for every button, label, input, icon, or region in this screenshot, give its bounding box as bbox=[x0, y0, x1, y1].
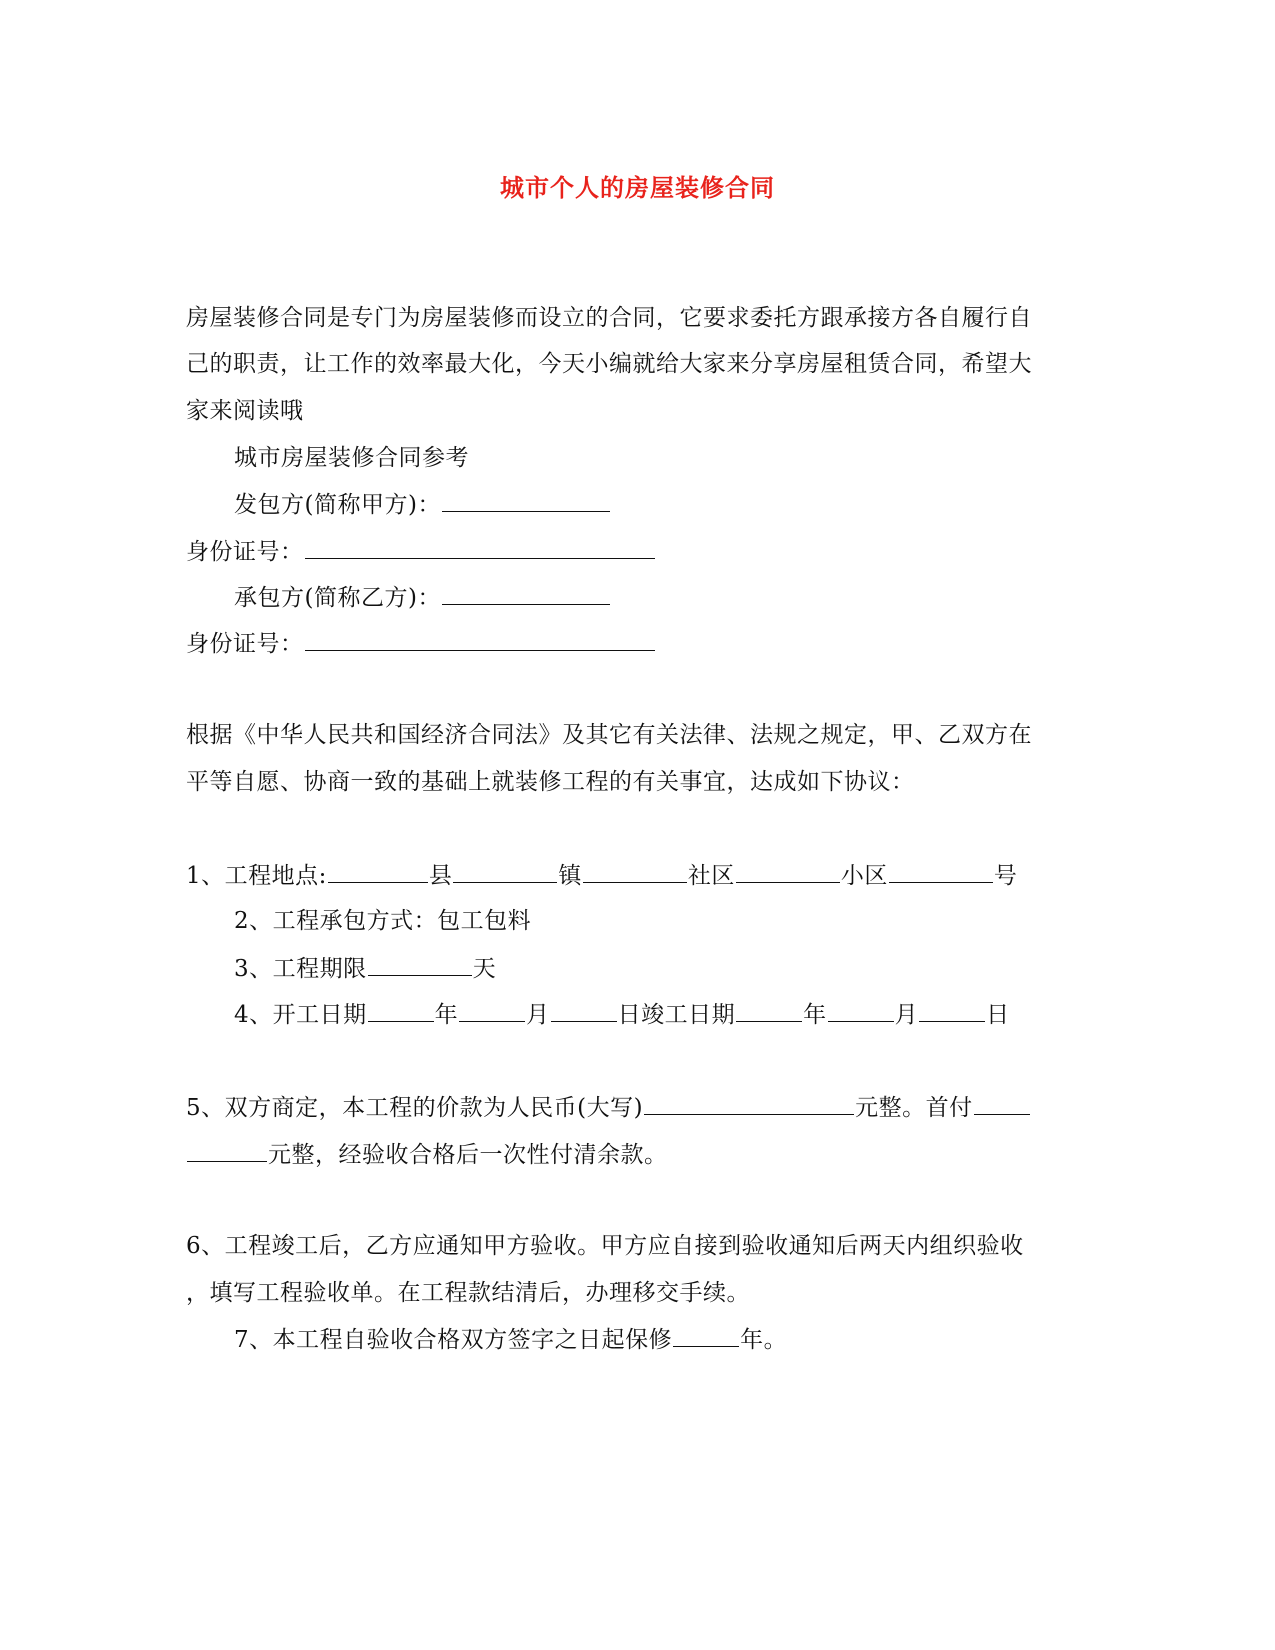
county-label: 县 bbox=[428, 863, 453, 889]
clause-5-line-1 bbox=[186, 1092, 1031, 1123]
intro-line-1: 房屋装修合同是专门为房屋装修而设立的合同，它要求委托方跟承接方各自履行自 bbox=[186, 305, 1032, 331]
start-month-blank bbox=[459, 999, 525, 1022]
clause-5-prefix: 5、双方商定，本工程的价款为人民币(大写) bbox=[186, 1095, 644, 1121]
price-blank bbox=[644, 1092, 854, 1115]
party-b-blank bbox=[442, 582, 610, 605]
clause-4 bbox=[234, 999, 1010, 1030]
clause-7-prefix: 7、本工程自验收合格双方签字之日起保修 bbox=[234, 1327, 673, 1353]
community-blank bbox=[583, 860, 687, 883]
clause-7 bbox=[234, 1324, 787, 1355]
party-a-label: 发包方(简称甲方)： bbox=[234, 492, 441, 518]
id-b-row bbox=[186, 628, 656, 659]
down-payment-blank-1 bbox=[974, 1092, 1030, 1115]
estate-blank bbox=[736, 860, 840, 883]
start-year-blank bbox=[368, 999, 434, 1022]
id-a-label: 身份证号： bbox=[186, 539, 304, 565]
party-b-label: 承包方(简称乙方)： bbox=[234, 585, 441, 611]
clause-4-prefix: 4、开工日期 bbox=[234, 1002, 367, 1028]
start-month-label: 月 bbox=[526, 1002, 550, 1028]
community-label: 社区 bbox=[687, 863, 735, 889]
basis-line-2: 平等自愿、协商一致的基础上就装修工程的有关事宜，达成如下协议： bbox=[186, 769, 915, 795]
clause-6-line-1: 6、工程竣工后，乙方应通知甲方验收。甲方应自接到验收通知后两天内组织验收 bbox=[186, 1233, 1024, 1259]
number-blank bbox=[889, 860, 993, 883]
clause-3 bbox=[234, 953, 496, 984]
clause-1-prefix: 1、工程地点: bbox=[186, 863, 327, 889]
intro-line-2: 己的职责，让工作的效率最大化，今天小编就给大家来分享房屋租赁合同，希望大 bbox=[186, 351, 1032, 377]
end-month-blank bbox=[828, 999, 894, 1022]
id-b-label: 身份证号： bbox=[186, 631, 304, 657]
party-a-blank bbox=[442, 489, 610, 512]
down-payment-blank-2 bbox=[187, 1139, 267, 1162]
clause-3-prefix: 3、工程期限 bbox=[234, 956, 367, 982]
duration-blank bbox=[368, 953, 472, 976]
id-a-blank bbox=[305, 536, 655, 559]
end-year-label: 年 bbox=[803, 1002, 827, 1028]
clause-1 bbox=[186, 860, 1017, 891]
id-b-blank bbox=[305, 628, 655, 651]
clause-7-suffix: 年。 bbox=[740, 1327, 788, 1353]
party-b-row bbox=[234, 582, 611, 613]
reference-heading: 城市房屋装修合同参考 bbox=[234, 445, 469, 471]
intro-line-3: 家来阅读哦 bbox=[186, 398, 304, 424]
clause-3-suffix: 天 bbox=[472, 956, 497, 982]
number-label: 号 bbox=[993, 863, 1018, 889]
clause-6-line-2: ，填写工程验收单。在工程款结清后，办理移交手续。 bbox=[186, 1280, 750, 1306]
id-a-row bbox=[186, 536, 656, 567]
county-blank bbox=[328, 860, 428, 883]
town-label: 镇 bbox=[558, 863, 582, 889]
clause-2: 2、工程承包方式：包工包料 bbox=[234, 908, 532, 934]
end-year-blank bbox=[736, 999, 802, 1022]
estate-label: 小区 bbox=[840, 863, 888, 889]
town-blank bbox=[453, 860, 557, 883]
warranty-blank bbox=[673, 1324, 739, 1347]
clause-5-line-2-suffix: 元整，经验收合格后一次性付清余款。 bbox=[268, 1142, 668, 1168]
clause-5-line-2 bbox=[186, 1139, 668, 1170]
completion-date-label: 日竣工日期 bbox=[617, 1002, 736, 1028]
end-day-blank bbox=[919, 999, 985, 1022]
clause-5-whole: 元整。首付 bbox=[855, 1095, 973, 1121]
end-day-label: 日 bbox=[986, 1002, 1010, 1028]
start-day-blank bbox=[551, 999, 617, 1022]
basis-line-1: 根据《中华人民共和国经济合同法》及其它有关法律、法规之规定，甲、乙双方在 bbox=[186, 722, 1032, 748]
document-title: 城市个人的房屋装修合同 bbox=[500, 173, 775, 202]
start-year-label: 年 bbox=[434, 1002, 459, 1028]
end-month-label: 月 bbox=[894, 1002, 919, 1028]
party-a-row bbox=[234, 489, 611, 520]
